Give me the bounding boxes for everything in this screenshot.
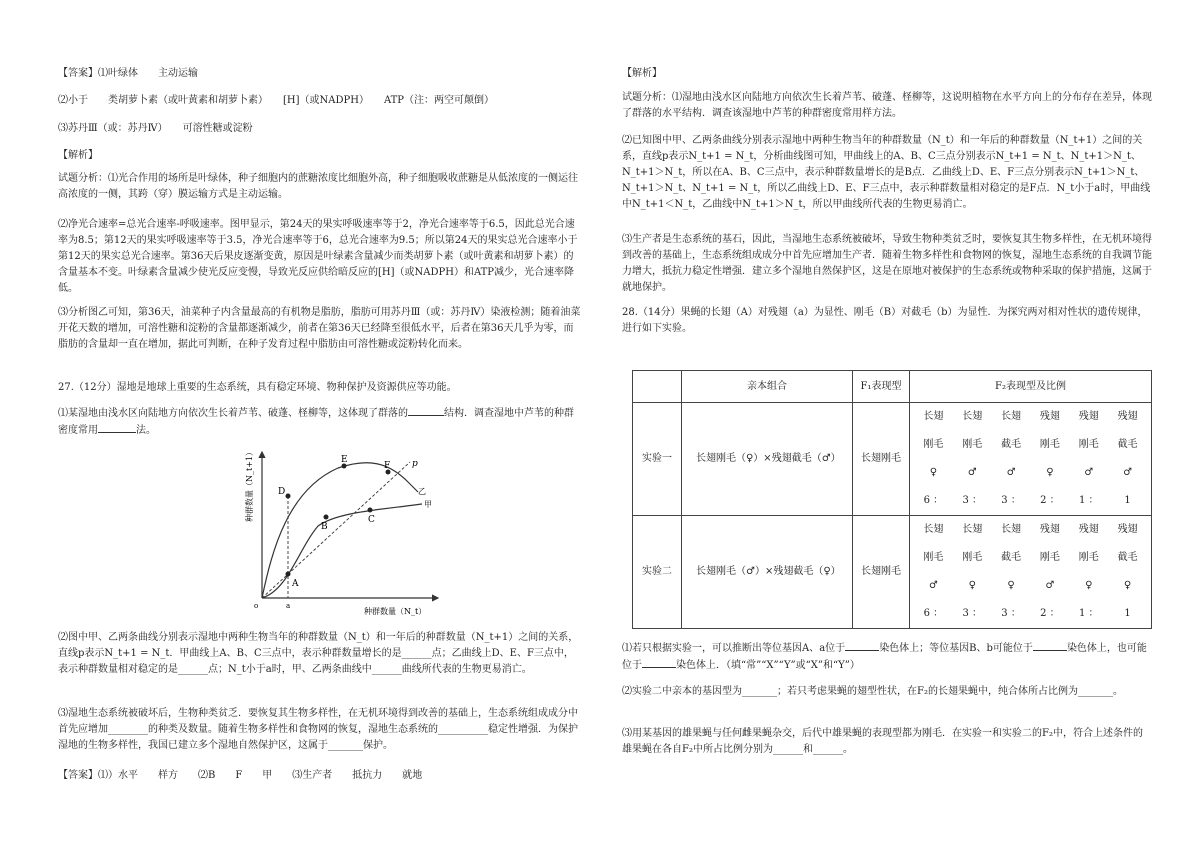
f2-cell: 长翅 <box>962 411 983 422</box>
female-symbol: ♀ <box>1085 580 1093 591</box>
f2-cell: 残翅 <box>1039 524 1060 535</box>
line-p <box>262 462 410 598</box>
f2-cell: 长翅 <box>923 411 944 422</box>
f2-cell: 截毛 <box>1117 439 1138 450</box>
male-symbol: ♂ <box>1084 467 1094 478</box>
exp2-f2 <box>910 516 1152 629</box>
f2-cell: 长翅 <box>923 524 944 535</box>
ratio-cell: 3 ： <box>1001 608 1021 619</box>
answer-blank[interactable] <box>642 657 676 668</box>
analysis-label: 【解析】 <box>58 150 98 161</box>
point-d <box>286 494 291 499</box>
exp2-name: 实验二 <box>633 516 682 629</box>
q27-1-text-c: 种群密度常用 <box>58 408 574 436</box>
answer-26-line3: ⑶苏丹Ⅲ（或：苏丹Ⅳ） 可溶性糖或淀粉 <box>58 123 253 134</box>
q28-1-text-b: 染色体上；等位基因B、b可能位于 <box>879 643 1033 654</box>
male-symbol: ♂ <box>1045 580 1055 591</box>
question-28-part3: ⑶用某基因的雄果蝇与任何雌果蝇杂交，后代中雄果蝇的表现型都为刚毛．在实验一和实验二的F₂中，符合上述条件的雄果蝇在各自F₂中所占比例分别为______和______。 <box>622 728 1143 755</box>
question-28-part2: ⑵实验二中亲本的基因型为_______；若只考虑果蝇的翅型性状，在F₂的长翅果蝇中，纯合体所占比例为_______。 <box>622 686 1123 697</box>
question-28-part1 <box>622 640 1152 674</box>
point-a <box>286 572 291 577</box>
ratio-cell: 1 ： <box>1078 495 1099 506</box>
f2-cell: 刚毛 <box>1039 439 1060 450</box>
ratio-cell: 1 <box>1124 608 1131 619</box>
table-row <box>633 403 1152 516</box>
curve-jia <box>262 504 422 598</box>
q27-1-text-b: 结构．调查湿地中芦苇的 <box>444 408 554 419</box>
f2-cell: 长翅 <box>1001 411 1022 422</box>
analysis-26-part2: ⑵净光合速率=总光合速率-呼吸速率。图甲显示，第24天的果实呼吸速率等于2，净光合速率等于6.5，因此总光合速率为8.5；第12天的果实呼吸速率等于3.5，净光合速率等于6，总光合速率为9.5；所以第24天的果实总光合速率小于第12天的果实总光合速率。第36天后果皮逐渐变黄，原因是叶绿素含量减少而类胡萝卜素（或叶黄素和胡萝卜素）的含量基本不变。叶绿素含量减少使光反应变慢，导致光反应供给暗反应的[H]（或NADPH）和ATP减少，光合速率降低。 <box>58 219 578 294</box>
analysis-27-part1: 试题分析：⑴湿地由浅水区向陆地方向依次生长着芦苇、破蓬、柽柳等，这说明植物在水平方向上的分布存在差异，体现了群落的水平结构．调查该湿地中芦苇的种群密度常用样方法。 <box>622 92 1152 119</box>
f2-cell: 刚毛 <box>923 439 944 450</box>
ratio-cell: 3 ： <box>962 495 983 506</box>
f2-cell: 残翅 <box>1117 524 1138 535</box>
label-p: p <box>412 459 418 469</box>
header-parents: 亲本组合 <box>682 371 853 403</box>
y-axis-label: 种群数量（N_t+1） <box>245 447 254 522</box>
ratio-cell: 2 ： <box>1040 608 1060 619</box>
female-symbol: ♀ <box>968 580 976 591</box>
f2-cell: 刚毛 <box>1078 439 1099 450</box>
female-symbol: ♀ <box>1123 580 1132 591</box>
answer-blank[interactable] <box>845 640 879 651</box>
answer-blank[interactable] <box>1033 640 1067 651</box>
female-symbol: ♀ <box>1007 580 1015 591</box>
male-symbol: ♂ <box>928 580 938 591</box>
f2-cell: 刚毛 <box>962 439 983 450</box>
f2-cell: 刚毛 <box>923 552 944 563</box>
male-symbol: ♂ <box>1123 467 1133 478</box>
male-symbol: ♂ <box>967 467 977 478</box>
analysis-27-part3: ⑶生产者是生态系统的基石，因此，当湿地生态系统被破坏，导致生物种类贫乏时，要恢复其生物多样性，在无机环境得到改善的基础上，生态系统组成成分中首先应增加生产者．随着生物多样性和食物网的恢复，湿地生态系统的自我调节能力增大，抵抗力稳定性增强．建立多个湿地自然保护区，这是在原地对被保护的生态系统或物种采取的保护措施，这属于就地保护。 <box>622 234 1152 293</box>
analysis-26-part3: ⑶分析图乙可知，第36天，油菜种子内含量最高的有机物是脂肪，脂肪可用苏丹Ⅲ（或：苏丹Ⅳ）染液检测；随着油菜开花天数的增加，可溶性糖和淀粉的含量都逐渐减少，前者在第36天已经降至很低水平，后者在第36天几乎为零，而脂肪的含量却一直在增加，据此可判断，在种子发育过程中脂肪由可溶性糖或淀粉转化而来。 <box>58 307 581 350</box>
answer-27: 【答案】⑴）水平 样方 ⑵B F 甲 ⑶生产者 抵抗力 就地 <box>58 770 423 781</box>
label-d: D <box>278 487 286 497</box>
f2-cell: 截毛 <box>1117 552 1138 563</box>
exp2-cross: 长翅刚毛（♂）×残翅截毛（♀） <box>682 516 853 629</box>
question-27-part1 <box>58 405 582 439</box>
q28-1-text-a: ⑴若只根据实验一，可以推断出等位基因A、a位于 <box>622 643 846 654</box>
ratio-cell: 2 ： <box>1040 495 1060 506</box>
label-origin: o <box>254 602 259 610</box>
label-yi: 乙 <box>418 487 426 496</box>
x-axis-label: 种群数量（N_t） <box>364 607 427 616</box>
question-27-part3: ⑶湿地生态系统被破坏后，生物种类贫乏．要恢复其生物多样性，在无机环境得到改善的基础上，生态系统组成成分中首先应增加________的种类及数量。随着生物多样性和食物网的恢复，湿地生态系统的__________稳定性增强．为保护湿地的生物多样性，我国已建立多个湿地自然保护区，这属于_______保护。 <box>58 708 578 751</box>
q27-1-text-d: 法。 <box>136 425 156 436</box>
cross-results-table <box>632 370 1152 629</box>
f2-cell: 残翅 <box>1078 524 1099 535</box>
female-symbol: ♀ <box>929 467 938 478</box>
f2-cell: 残翅 <box>1078 411 1099 422</box>
analysis-27-part2: ⑵已知图中甲、乙两条曲线分别表示湿地中两种生物当年的种群数量（N_t）和一年后的种群数量（N_t+1）之间的关系，直线p表示N_t+1 = N_t，分析曲线图可知，甲曲线上的A、B、C三点分别表示N_t+1 = N_t、N_t+1＞N_t、N_t+1＞N_t，所以在A、B、C三点中，表示种群数量增长的是B点．乙曲线上D、E、F三点分别表示N_t+1＞N_t、N_t+1＞N_t、N_t+1 = N_t，所以乙曲线上D、E、F三点中，表示种群数量相对稳定的是F点．N_t小于a时，甲曲线中N_t+1＜N_t，乙曲线中N_t+1＞N_t，所以甲曲线所代表的生物更易消亡。 <box>622 135 1151 210</box>
point-c <box>368 508 373 513</box>
ratio-cell: 6 ： <box>923 495 944 506</box>
answer-blank[interactable] <box>408 405 444 416</box>
answer-blank[interactable] <box>98 422 136 433</box>
ratio-cell: 3 ： <box>1001 495 1021 506</box>
exp1-cross: 长翅刚毛（♀）×残翅截毛（♂） <box>682 403 853 516</box>
question-27-stem: 27.（12分）湿地是地球上重要的生态系统，具有稳定环境、物种保护及资源供应等功能。 <box>58 382 457 393</box>
f2-cell: 长翅 <box>962 524 983 535</box>
exp1-f1: 长翅刚毛 <box>853 403 910 516</box>
answer-26-line1: 【答案】⑴叶绿体 主动运输 <box>58 68 198 79</box>
label-a: A <box>292 579 299 589</box>
label-x-a: a <box>286 602 291 610</box>
exp1-name: 实验一 <box>633 403 682 516</box>
question-27-part2: ⑵图中甲、乙两条曲线分别表示湿地中两种生物当年的种群数量（N_t）和一年后的种群数量（N_t+1）之间的关系，直线p表示N_t+1 = N_t．甲曲线上A、B、C三点中，表示种群数量增长的是______点；乙曲线上D、E、F三点中，表示种群数量相对稳定的是______点；N_t小于a时，甲、乙两条曲线中______曲线所代表的生物更易消亡。 <box>58 632 579 675</box>
analysis-label-right: 【解析】 <box>622 68 662 79</box>
table-row <box>633 516 1152 629</box>
table-corner <box>633 371 682 403</box>
answer-26-line2: ⑵小于 类胡萝卜素（或叶黄素和胡萝卜素） [H]（或NADPH） ATP（注：两空可颠倒） <box>58 95 495 106</box>
exp2-f1: 长翅刚毛 <box>853 516 910 629</box>
label-f: F <box>384 461 391 471</box>
header-f2: F₂表现型及比例 <box>910 371 1152 403</box>
ratio-cell: 1 ： <box>1078 608 1099 619</box>
exp1-f2 <box>910 403 1152 516</box>
header-f1: F₁表现型 <box>853 371 910 403</box>
q27-1-text-a: ⑴某湿地由浅水区向陆地方向依次生长着芦苇、破蓬、柽柳等，这体现了群落的 <box>58 408 408 419</box>
f2-cell: 刚毛 <box>1039 552 1060 563</box>
analysis-26-part1: 试题分析：⑴光合作用的场所是叶绿体，种子细胞内的蔗糖浓度比细胞外高，种子细胞吸收蔗糖是从低浓度的一侧运往高浓度的一侧，其跨（穿）膜运输方式是主动运输。 <box>58 173 578 200</box>
label-b: B <box>321 522 328 532</box>
q28-1-text-d: 染色体上．（填“常”“X”“Y”或“X”和“Y”） <box>676 660 860 671</box>
f2-cell: 截毛 <box>1001 439 1022 450</box>
label-c: C <box>368 515 375 525</box>
f2-cell: 长翅 <box>1001 524 1022 535</box>
label-jia: 甲 <box>424 500 432 509</box>
question-28-stem: 28.（14分）果蝇的长翅（A）对残翅（a）为显性、刚毛（B）对截毛（b）为显性．为探究两对相对性状的遗传规律，进行如下实验。 <box>622 307 1148 334</box>
male-symbol: ♂ <box>1006 467 1016 478</box>
ratio-cell: 1 <box>1124 495 1131 506</box>
point-b <box>324 515 329 520</box>
ratio-cell: 6 ： <box>923 608 944 619</box>
population-graph <box>238 440 498 620</box>
f2-cell: 截毛 <box>1001 552 1022 563</box>
q28-1-text-c: 染色体上，也可能位于 <box>622 643 1147 671</box>
female-symbol: ♀ <box>1046 467 1054 478</box>
f2-cell: 残翅 <box>1117 411 1138 422</box>
f2-cell: 刚毛 <box>1078 552 1099 563</box>
ratio-cell: 3 ： <box>962 608 983 619</box>
label-e: E <box>341 455 348 465</box>
f2-cell: 残翅 <box>1039 411 1060 422</box>
f2-cell: 刚毛 <box>962 552 983 563</box>
